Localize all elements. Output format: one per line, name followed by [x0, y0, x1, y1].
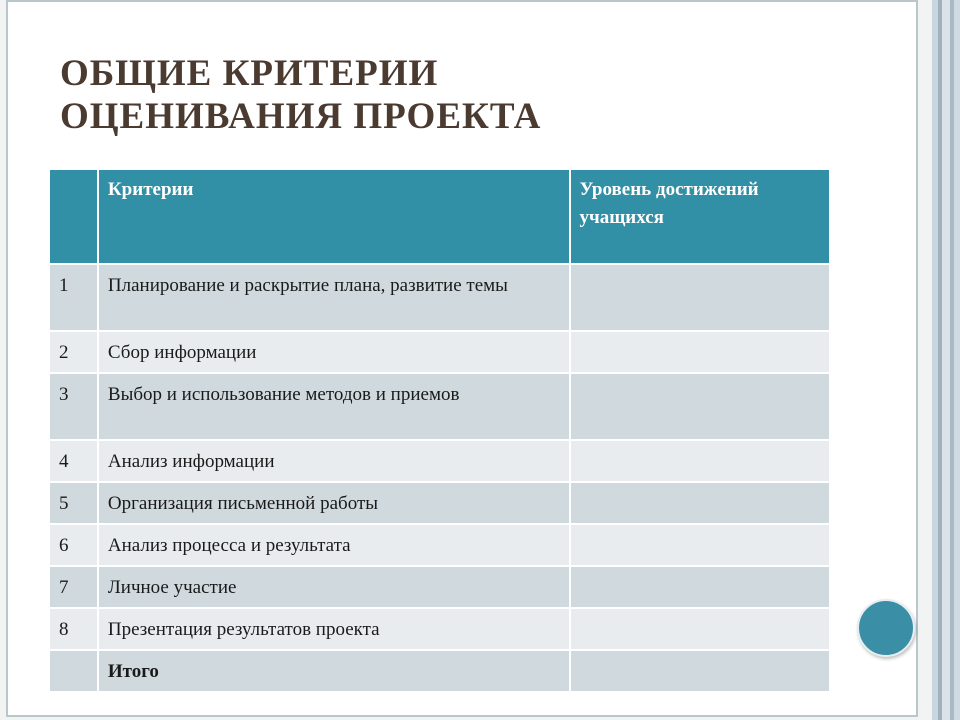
row-criterion: Сбор информации: [98, 331, 570, 373]
decorative-side-bar: [932, 0, 960, 720]
decorative-circle: [857, 599, 915, 657]
row-level: [570, 608, 830, 650]
row-criterion: Анализ информации: [98, 440, 570, 482]
table-row: [49, 373, 830, 440]
table-row: [49, 440, 830, 482]
slide-title: [60, 52, 780, 138]
row-level: [570, 650, 830, 692]
slide-title-line-2: ОЦЕНИВАНИЯ ПРОЕКТА: [60, 96, 542, 137]
row-criterion: Личное участие: [98, 566, 570, 608]
row-number: 6: [49, 524, 98, 566]
row-criterion: Презентация результатов проекта: [98, 608, 570, 650]
row-number: 3: [49, 373, 98, 440]
row-number: [49, 650, 98, 692]
row-level: [570, 524, 830, 566]
slide-title-line-1: ОБЩИЕ КРИТЕРИИ: [60, 53, 439, 94]
header-criteria: Критерии: [98, 169, 570, 264]
row-criterion: Выбор и использование методов и приемов: [98, 373, 570, 440]
table-row: [49, 331, 830, 373]
row-criterion: Организация письменной работы: [98, 482, 570, 524]
table-row: [49, 566, 830, 608]
row-number: 2: [49, 331, 98, 373]
row-criterion: Планирование и раскрытие плана, развитие темы: [98, 264, 570, 331]
row-level: [570, 331, 830, 373]
row-number: 5: [49, 482, 98, 524]
row-number: 4: [49, 440, 98, 482]
header-achievement-level: Уровень достижений учащихся: [570, 169, 830, 264]
row-level: [570, 566, 830, 608]
criteria-table: [48, 168, 831, 693]
row-criterion-total: Итого: [98, 650, 570, 692]
table-row-total: [49, 650, 830, 692]
table-header-row: [49, 169, 830, 264]
row-number: 8: [49, 608, 98, 650]
table-row: [49, 608, 830, 650]
row-level: [570, 440, 830, 482]
table-row: [49, 482, 830, 524]
row-level: [570, 482, 830, 524]
header-number: [49, 169, 98, 264]
row-number: 1: [49, 264, 98, 331]
table-row: [49, 524, 830, 566]
row-level: [570, 373, 830, 440]
row-criterion: Анализ процесса и результата: [98, 524, 570, 566]
row-number: 7: [49, 566, 98, 608]
table-row: [49, 264, 830, 331]
row-level: [570, 264, 830, 331]
